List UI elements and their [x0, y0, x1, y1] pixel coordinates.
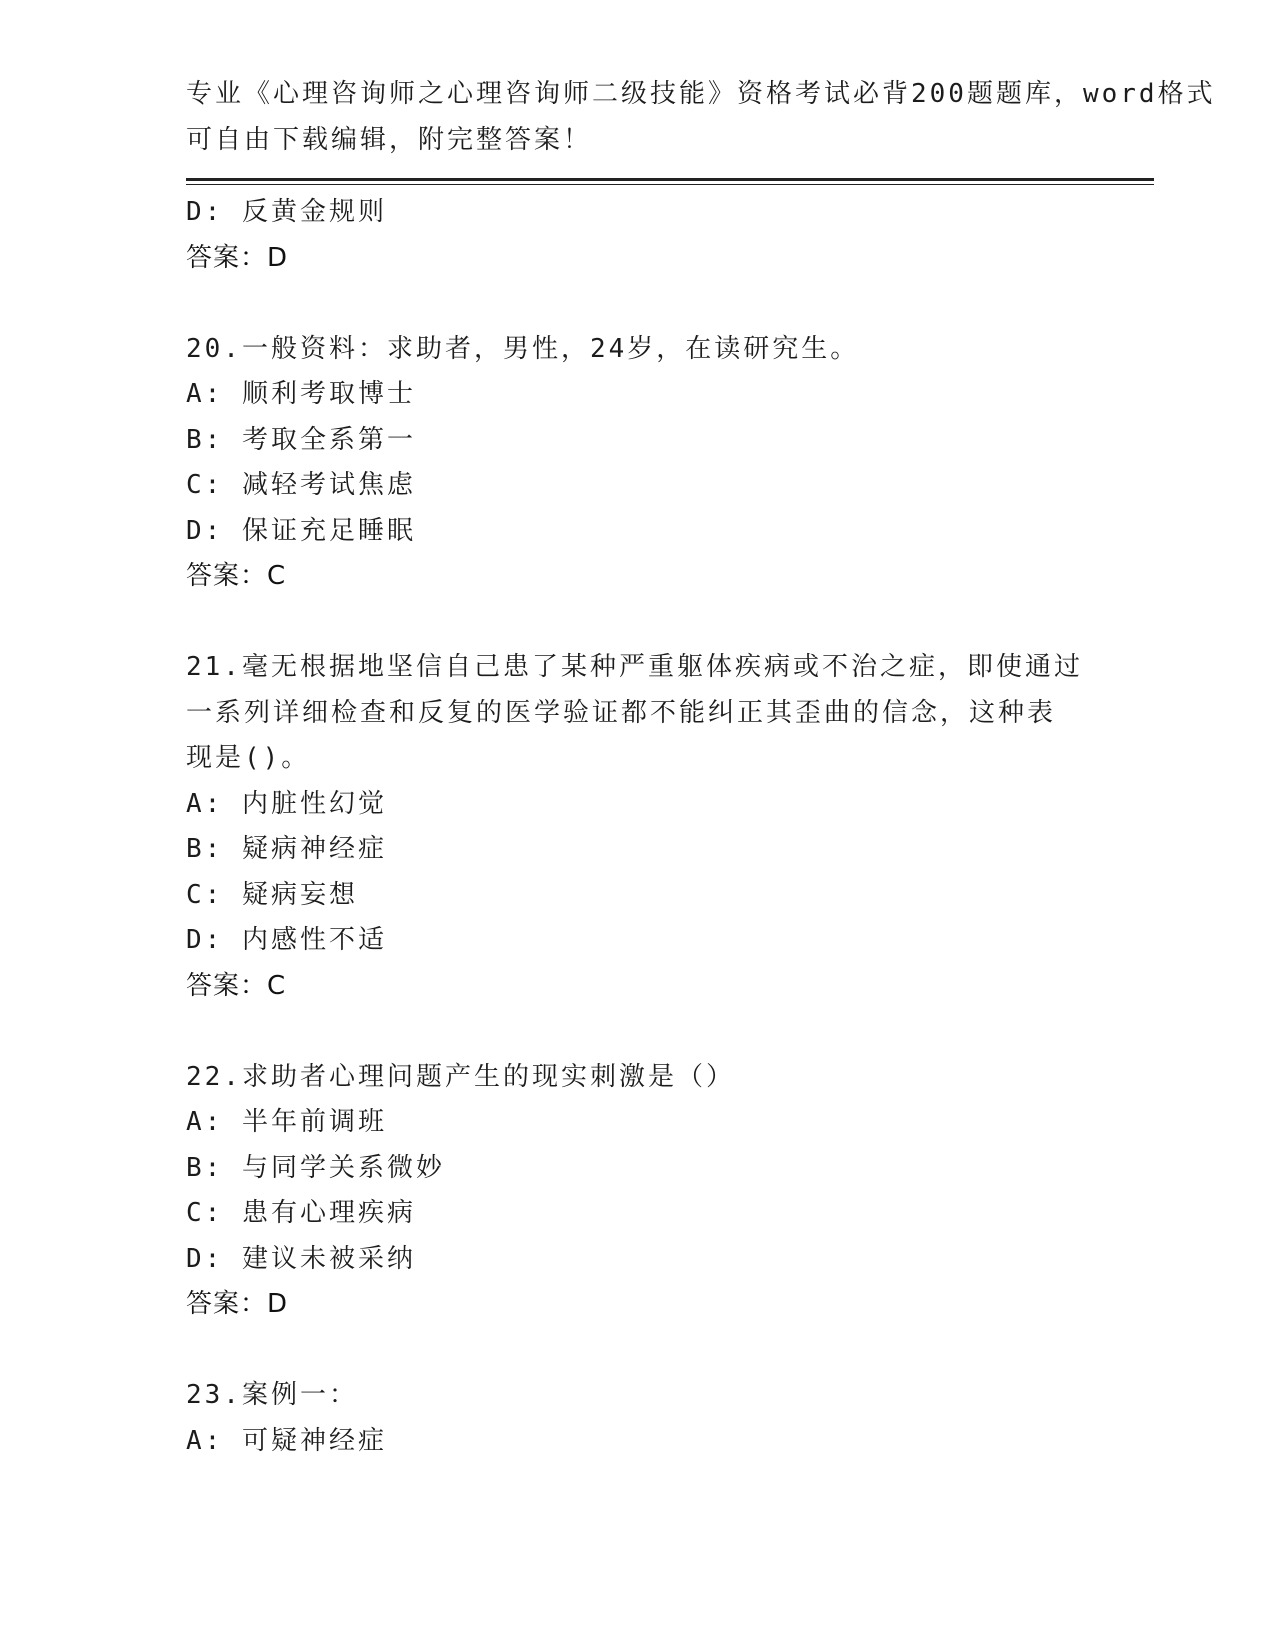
option-d: D: 保证充足睡眠: [186, 515, 416, 546]
option-a: A: 半年前调班: [186, 1107, 387, 1137]
option-d: D: 建议未被采纳: [186, 1243, 416, 1274]
question-stem: 22.求助者心理问题产生的现实刺激是（）: [186, 1061, 735, 1092]
question-20: [186, 327, 1086, 600]
option-a: A: 内脏性幻觉: [186, 788, 387, 819]
header-line-1: 专业《心理咨询师之心理咨询师二级技能》资格考试必背200题题库，word格式: [186, 79, 1216, 109]
answer: 答案：C: [186, 970, 287, 1001]
answer: 答案：C: [186, 561, 287, 591]
option-a: A: 顺利考取博士: [186, 379, 416, 409]
question-21: [186, 645, 1086, 1009]
question-stem: 一系列详细检查和反复的医学验证都不能纠正其歪曲的信念，这种表: [186, 697, 1057, 728]
question-stem: 23.案例一：: [186, 1380, 358, 1410]
header-divider-thin: [186, 184, 1154, 185]
question-22: [186, 1055, 1086, 1328]
question-content: [186, 190, 1086, 1464]
option-a: A: 可疑神经症: [186, 1425, 387, 1456]
question-23: [186, 1373, 1086, 1464]
option-c: C: 疑病妄想: [186, 879, 358, 910]
option-c: C: 减轻考试焦虑: [186, 470, 416, 500]
question-stem: 20.一般资料：求助者，男性，24岁，在读研究生。: [186, 333, 860, 364]
page-header: [186, 72, 1216, 163]
option-b: B: 考取全系第一: [186, 424, 416, 455]
answer: 答案：D: [186, 1289, 289, 1319]
option-b: B: 与同学关系微妙: [186, 1152, 445, 1183]
question-stem: 21.毫无根据地坚信自己患了某种严重躯体疾病或不治之症，即使通过: [186, 652, 1083, 682]
prev-option-d: D: 反黄金规则: [186, 197, 387, 227]
prev-answer: 答案：D: [186, 242, 289, 273]
header-line-2: 可自由下载编辑，附完整答案！: [186, 124, 593, 155]
question-stem: 现是()。: [186, 743, 311, 773]
spacer: [186, 281, 1086, 327]
header-divider-thick: [186, 178, 1154, 181]
option-b: B: 疑病神经症: [186, 834, 387, 864]
spacer: [186, 600, 1086, 646]
spacer: [186, 1328, 1086, 1374]
option-d: D: 内感性不适: [186, 925, 387, 955]
spacer: [186, 1009, 1086, 1055]
option-c: C: 患有心理疾病: [186, 1198, 416, 1228]
